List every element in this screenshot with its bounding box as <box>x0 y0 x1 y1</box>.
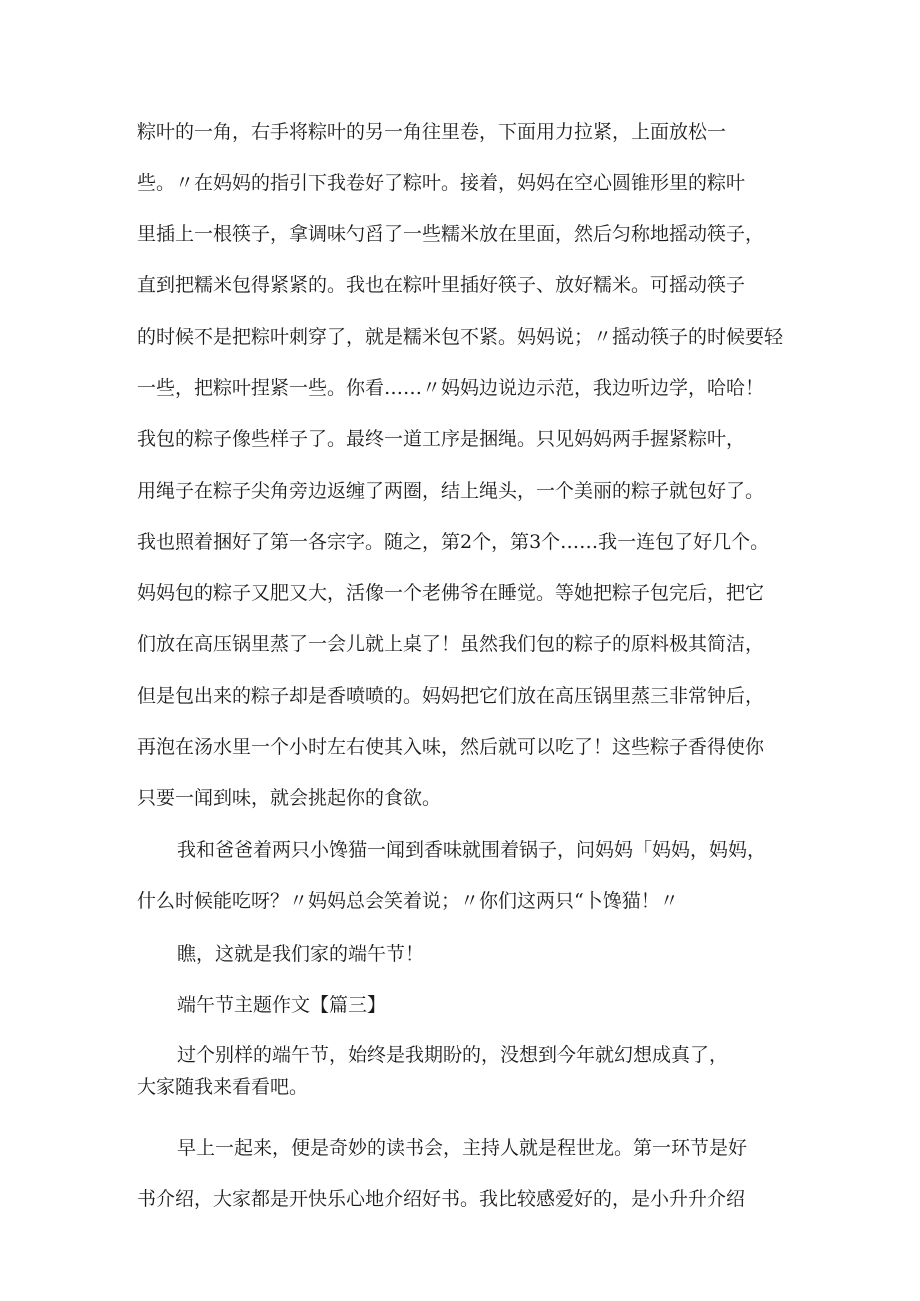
text-line: 们放在高压锅里蒸了一会儿就上桌了！虽然我们包的粽子的原料极其简洁， <box>137 633 765 655</box>
text-line: 什么时候能吃呀？〃妈妈总会笑着说；〃你们这两只“卜馋猫！〃 <box>137 890 679 912</box>
text-line: 再泡在汤水里一个小时左右使其入味，然后就可以吃了！这些粽子香得使你 <box>137 736 765 758</box>
text-line: 里插上一根筷子，拿调味勺舀了一些糯米放在里面，然后匀称地摇动筷子， <box>137 223 765 245</box>
section-heading: 端午节主题作文【篇三】 <box>177 994 387 1016</box>
text-line: 早上一起来，便是奇妙的读书会，主持人就是程世龙。第一环节是好 <box>177 1137 748 1159</box>
text-line: 但是包出来的粽子却是香喷喷的。妈妈把它们放在高压锅里蒸三非常钟后， <box>137 685 765 707</box>
text-line: 些。〃在妈妈的指引下我卷好了粽叶。接着，妈妈在空心圆锥形里的粽叶 <box>137 172 746 194</box>
text-line: 只要一闻到味，就会挑起你的食欲。 <box>137 787 442 809</box>
text-line: 我包的粽子像些样子了。最终一道工序是捆绳。只见妈妈两手握紧粽叶， <box>137 428 746 450</box>
text-line: 妈妈包的粽子又肥又大，活像一个老佛爷在睡觉。等她把粽子包完后，把它 <box>137 582 765 604</box>
text-line: 我和爸爸着两只小馋猫一闻到香味就围着锅子，问妈妈「妈妈，妈妈， <box>177 839 767 861</box>
text-line: 的时候不是把粽叶刺穿了，就是糯米包不紧。妈妈说；〃摇动筷子的时候要轻 <box>137 326 784 348</box>
text-line: 瞧，这就是我们家的端午节！ <box>177 943 425 965</box>
text-line: 书介绍，大家都是开快乐心地介绍好书。我比较感爱好的，是小升升介绍 <box>137 1188 746 1210</box>
text-line: 一些，把粽叶捏紧一些。你看……〃妈妈边说边示范，我边听边学，哈哈！ <box>137 377 765 399</box>
text-line: 粽叶的一角，右手将粽叶的另一角往里卷，下面用力拉紧，上面放松一 <box>137 121 727 143</box>
text-line: 用绳子在粽子尖角旁边返缠了两圈，结上绳头，一个美丽的粽子就包好了。 <box>137 480 765 502</box>
text-line: 直到把糯米包得紧紧的。我也在粽叶里插好筷子、放好糯米。可摇动筷子 <box>137 274 746 296</box>
text-line: 过个别样的端午节，始终是我期盼的，没想到今年就幻想成真了， <box>177 1044 729 1066</box>
text-line: 我也照着捆好了第一各宗字。随之，第2个，第3个……我一连包了好几个。 <box>137 531 770 553</box>
text-line: 大家随我来看看吧。 <box>137 1076 309 1098</box>
